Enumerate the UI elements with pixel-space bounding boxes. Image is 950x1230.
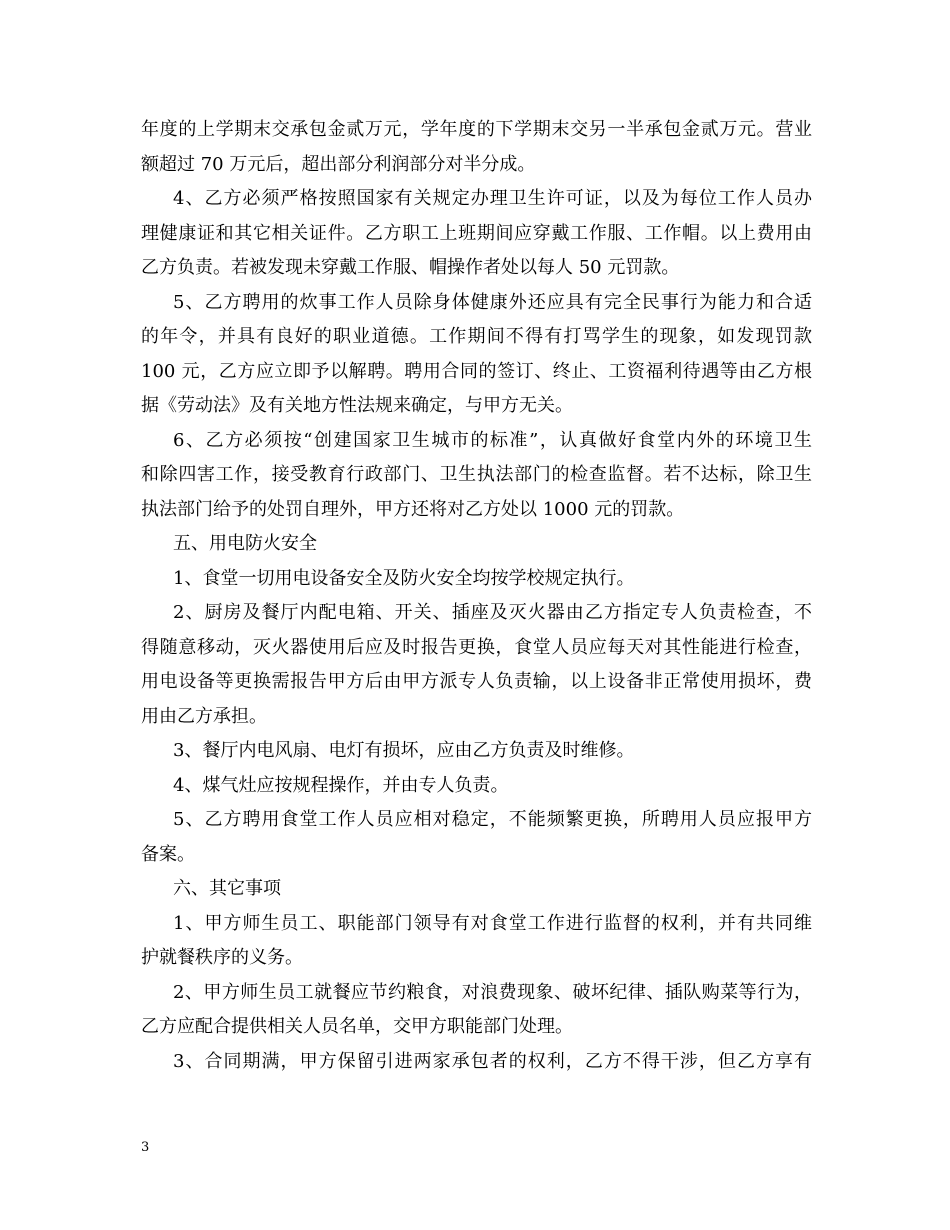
- text-line: 额超过 70 万元后，超出部分利润部分对半分成。: [141, 153, 536, 175]
- text-line: 五、用电防火安全: [173, 533, 317, 554]
- text-line: 和除四害工作，接受教育行政部门、卫生执法部门的检查监督。若不达标，除卫生: [141, 464, 812, 485]
- text-line: 6、乙方必须按“创建国家卫生城市的标准”，认真做好食堂内外的环境卫生: [173, 429, 812, 451]
- text-line: 3、餐厅内电风扇、电灯有损坏，应由乙方负责及时维修。: [173, 740, 635, 761]
- text-line: 1、食堂一切用电设备安全及防火安全均按学校规定执行。: [173, 567, 635, 589]
- text-line: 5、乙方聘用食堂工作人员应相对稳定，不能频繁更换，所聘用人员应报甲方: [173, 809, 812, 830]
- text-line: 理健康证和其它相关证件。乙方职工上班期间应穿戴工作服、工作帽。以上费用由: [141, 222, 812, 244]
- document-body: [141, 113, 812, 1079]
- text-line: 乙方负责。若被发现未穿戴工作服、帽操作者处以每人 50 元罚款。: [141, 257, 680, 278]
- text-line: 用由乙方承担。: [141, 705, 267, 727]
- text-line: 乙方应配合提供相关人员名单，交甲方职能部门处理。: [141, 1016, 573, 1037]
- text-line: 六、其它事项: [173, 878, 281, 899]
- text-line: 年度的上学期末交承包金贰万元，学年度的下学期末交另一半承包金贰万元。营业: [141, 119, 812, 140]
- text-line: 执法部门给予的处罚自理外，甲方还将对乙方处以 1000 元的罚款。: [141, 498, 685, 520]
- text-line: 护就餐秩序的义务。: [141, 947, 303, 968]
- text-line: 2、甲方师生员工就餐应节约粮食，对浪费现象、破坏纪律、插队购菜等行为，: [173, 981, 812, 1003]
- text-line: 100 元，乙方应立即予以解聘。聘用合同的签订、终止、工资福利待遇等由乙方根: [141, 360, 812, 382]
- text-line: 的年令，并具有良好的职业道德。工作期间不得有打骂学生的现象，如发现罚款: [141, 326, 812, 347]
- text-line: 4、乙方必须严格按照国家有关规定办理卫生许可证，以及为每位工作人员办: [173, 188, 812, 209]
- text-line: 5、乙方聘用的炊事工作人员除身体健康外还应具有完全民事行为能力和合适: [173, 291, 812, 313]
- text-line: 据《劳动法》及有关地方性法规来确定，与甲方无关。: [141, 395, 573, 416]
- text-line: 2、厨房及餐厅内配电箱、开关、插座及灭火器由乙方指定专人负责检查，不: [173, 602, 812, 623]
- text-line: 用电设备等更换需报告甲方后由甲方派专人负责输，以上设备非正常使用损坏，费: [141, 671, 812, 692]
- text-line: 备案。: [141, 843, 195, 865]
- page-number: 3: [141, 1140, 150, 1155]
- text-line: 3、合同期满，甲方保留引进两家承包者的权利，乙方不得干涉，但乙方享有: [173, 1050, 812, 1072]
- text-line: 1、甲方师生员工、职能部门领导有对食堂工作进行监督的权利，并有共同维: [173, 912, 812, 934]
- text-line: 得随意移动，灭火器使用后应及时报告更换，食堂人员应每天对其性能进行检查，: [141, 636, 812, 658]
- text-line: 4、煤气灶应按规程操作，并由专人负责。: [173, 774, 509, 796]
